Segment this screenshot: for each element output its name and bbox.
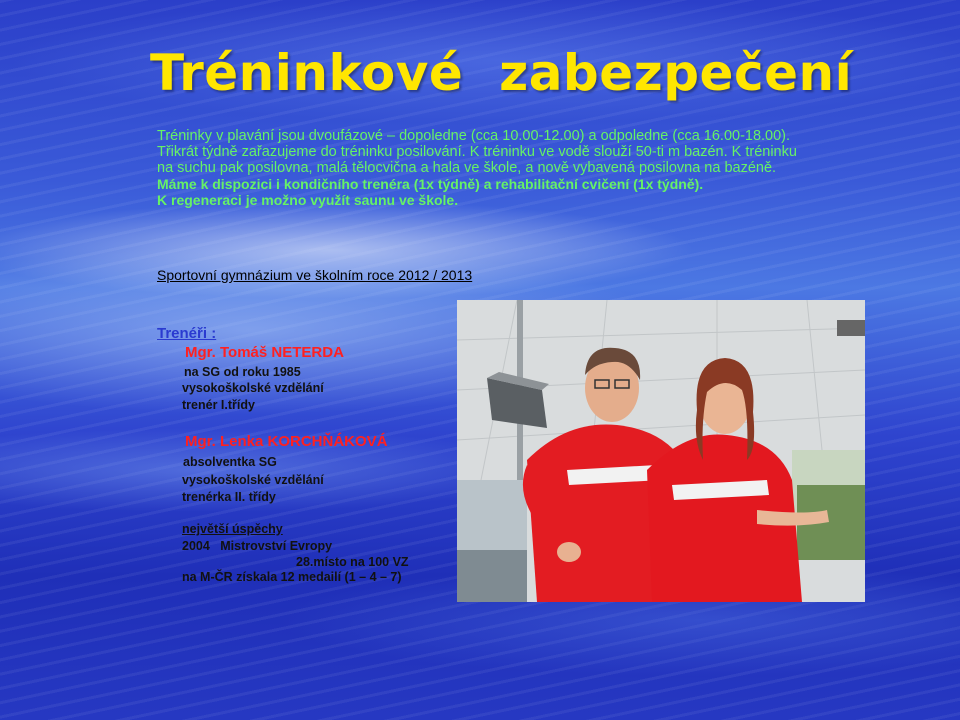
intro-paragraph-1: Tréninky v plavání jsou dvoufázové – dopoledne (cca 10.00-12.00) a odpoledne (cca 16.00-18.00). Třikrát týdně zařazujeme do tréninku posilování. K tréninku ve vodě slouží 50-ti m bazén. K tréninku na suchu pak posilovna, malá tělocvična a hala ve škole, a nově vybavená posilovna na bazéně. [157, 128, 797, 176]
achievements-line3: na M-ČR získala 12 medailí (1 – 4 – 7) [182, 570, 402, 584]
coach2-line1: absolventka SG [183, 455, 277, 469]
intro-text [157, 128, 807, 208]
achievements-line2: 28.místo na 100 VZ [296, 555, 409, 569]
coach1-line3: trenér I.třídy [182, 398, 255, 412]
coach1-name: Mgr. Tomáš NETERDA [185, 344, 344, 361]
achievements-line1: 2004 Mistrovství Evropy [182, 539, 333, 553]
coach2-line3: trenérka II. třídy [182, 490, 276, 504]
coach2-line2: vysokoškolské vzdělání [182, 473, 324, 487]
coaches-heading: Trenéři : [157, 325, 217, 342]
intro-paragraph-2: Máme k dispozici i kondičního trenéra (1x týdně) a rehabilitační cvičení (1x týdně). [157, 176, 704, 192]
section-subtitle: Sportovní gymnázium ve školním roce 2012 / 2013 [157, 267, 473, 283]
page-title: Tréninkové zabezpečení [150, 44, 853, 102]
coach1-line2: vysokoškolské vzdělání [182, 381, 324, 395]
coach1-line1: na SG od roku 1985 [184, 365, 301, 379]
coaches-photo [457, 300, 865, 602]
intro-paragraph-3: K regeneraci je možno využít saunu ve škole. [157, 192, 459, 208]
coach2-name: Mgr. Lenka KORCHŇÁKOVÁ [185, 433, 388, 450]
achievements-heading: největší úspěchy [182, 522, 283, 536]
